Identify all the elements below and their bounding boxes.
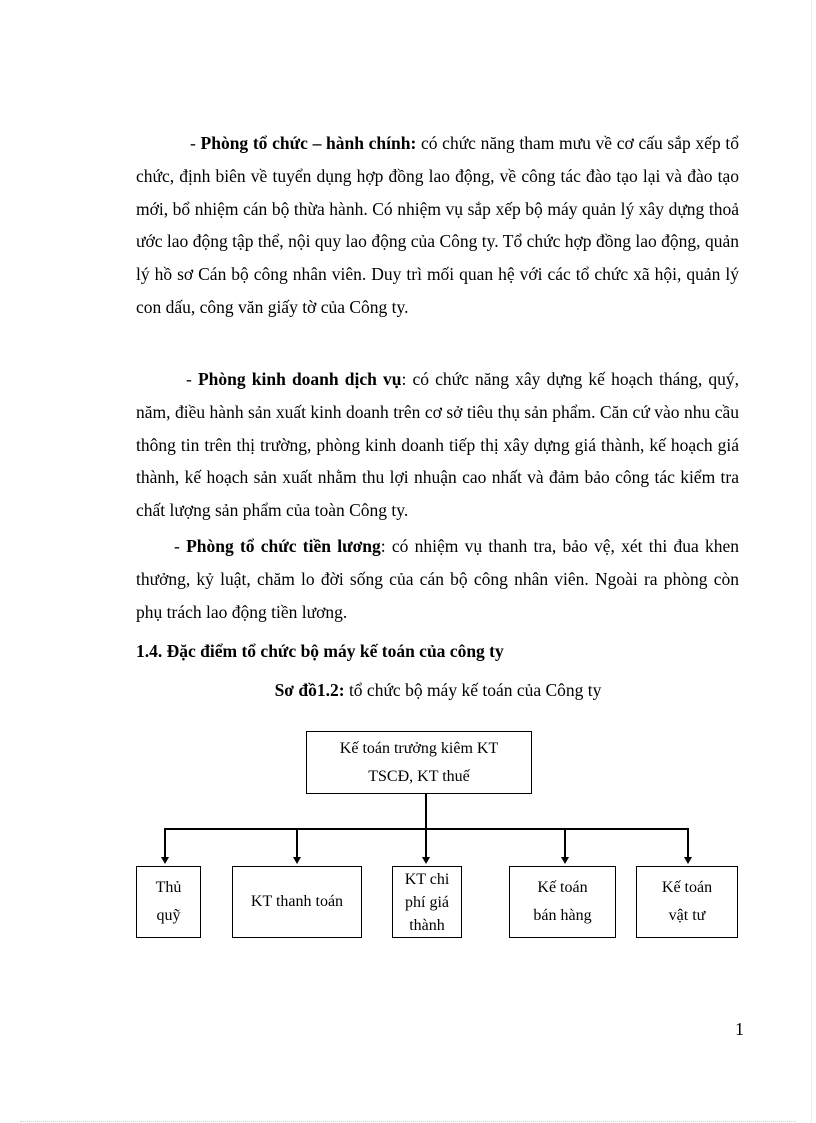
paragraph-bold-title: Phòng tổ chức tiền lương — [186, 536, 381, 556]
diagram-caption-label: Sơ đồ1.2: — [274, 680, 345, 700]
connector-drop — [425, 828, 427, 858]
page-right-divider — [811, 0, 812, 1123]
paragraph-bold-title: Phòng kinh doanh dịch vụ — [197, 369, 402, 389]
org-box-ke-toan-vat-tu — [636, 866, 738, 938]
paragraph-bold-title: Phòng tổ chức – hành chính: — [200, 133, 417, 153]
connector-root-down — [425, 794, 427, 828]
org-box-line: KT thanh toán — [250, 893, 344, 910]
org-box-line: Kế toán — [537, 879, 588, 896]
org-box-line: bán hàng — [533, 907, 592, 924]
paragraph-phong-to-chuc-hanh-chinh — [136, 127, 739, 324]
arrow-down-icon — [561, 857, 569, 864]
diagram-caption — [0, 676, 816, 704]
org-box-line: vật tư — [668, 907, 706, 924]
arrow-down-icon — [422, 857, 430, 864]
org-box-kt-thanh-toan — [232, 866, 362, 938]
paragraph-text: : có chức năng xây dựng kế hoạch tháng, quý, năm, điều hành sản xuất kinh doanh trên cơ sở tiêu thụ sản phẩm. Căn cứ vào nhu cầu thông tin trên thị trường, phòng kinh doanh tiếp thị xây dựng giá thành, kế hoạch giá thành, kế hoạch sản xuất nhằm thu lợi nhuận cao nhất và đảm bảo công tác kiểm tra chất lượng sản phẩm của toàn Công ty. — [136, 369, 739, 521]
diagram-caption-text: tổ chức bộ máy kế toán của Công ty — [344, 680, 602, 700]
section-heading: 1.4. Đặc điểm tổ chức bộ máy kế toán của công ty — [136, 641, 504, 661]
org-box-line: KT chi — [404, 870, 450, 888]
connector-drop — [687, 828, 689, 858]
org-box-thu-quy — [136, 866, 201, 938]
paragraph-lead: - — [186, 369, 198, 389]
paragraph-text: : có nhiệm vụ thanh tra, bảo vệ, xét thi đua khen thưởng, kỷ luật, chăm lo đời sống của cán bộ công nhân viên. Ngoài ra phòng còn phụ trách lao động tiền lương. — [136, 536, 740, 622]
paragraph-phong-kinh-doanh — [136, 363, 739, 527]
arrow-down-icon — [684, 857, 692, 864]
connector-drop — [296, 828, 298, 858]
paragraph-lead: - — [174, 536, 187, 556]
org-box-line: quỹ — [156, 907, 181, 924]
org-box-line: phí giá — [405, 893, 449, 911]
arrow-down-icon — [161, 857, 169, 864]
org-box-chief-accountant — [306, 731, 532, 794]
paragraph-lead: - — [190, 133, 201, 153]
org-box-line: thành — [409, 916, 445, 934]
org-box-line: Thủ — [155, 879, 182, 896]
org-box-line: Kế toán — [661, 879, 713, 896]
connector-drop — [164, 828, 166, 858]
page-number: 1 — [735, 1019, 744, 1039]
org-box-kt-chi-phi-gia-thanh — [392, 866, 462, 938]
page-bottom-divider — [20, 1121, 796, 1122]
org-box-line: Kế toán trưởng kiêm KT — [339, 739, 499, 757]
org-box-line: TSCĐ, KT thuế — [368, 767, 470, 785]
paragraph-phong-tien-luong — [136, 530, 739, 628]
connector-drop — [564, 828, 566, 858]
org-box-ke-toan-ban-hang — [509, 866, 616, 938]
paragraph-text: có chức năng tham mưu về cơ cấu sắp xếp tổ chức, định biên về tuyển dụng hợp đồng lao động, về công tác đào tạo lại và đào tạo mới, bổ nhiệm cán bộ thừa hành. Có nhiệm vụ sắp xếp bộ máy quản lý xây dựng thoả ước lao động tập thể, nội quy lao động của Công ty. Tổ chức hợp đồng lao động, quản lý hồ sơ Cán bộ công nhân viên. Duy trì mối quan hệ với các tổ chức xã hội, quản lý con dấu, công văn giấy tờ của Công ty. — [136, 133, 739, 317]
arrow-down-icon — [293, 857, 301, 864]
